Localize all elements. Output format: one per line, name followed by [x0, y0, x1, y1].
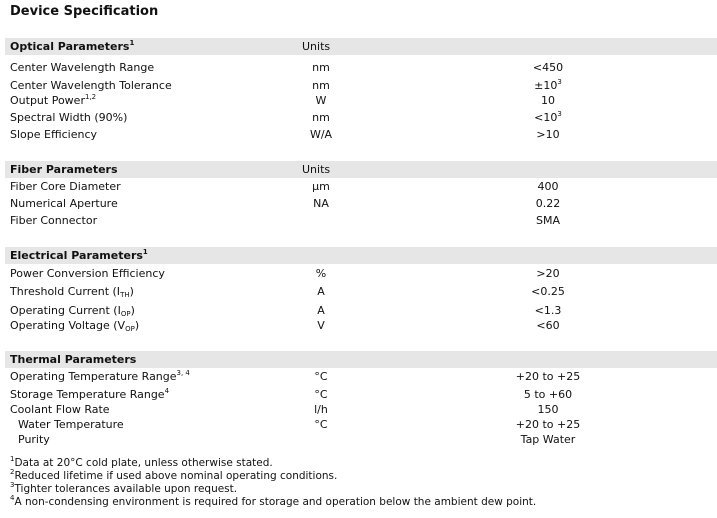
- param-unit: %: [315, 267, 327, 280]
- spec-row: [5, 403, 717, 418]
- param-unit: A: [317, 285, 325, 298]
- footnote-ref: 3: [557, 78, 562, 86]
- param-unit: nm: [312, 61, 330, 74]
- param-name-text: Operating Voltage (V: [10, 319, 126, 332]
- footnote-mark: 3: [10, 481, 15, 489]
- param-name-tail: ): [134, 319, 140, 332]
- section-title: [10, 40, 134, 53]
- param-name: Slope Efficiency: [10, 128, 98, 141]
- param-unit: °C: [314, 388, 328, 401]
- footnote-text: Tighter tolerances available upon request.: [14, 483, 238, 495]
- param-name: Fiber Connector: [10, 214, 98, 227]
- section-title-text: Optical Parameters: [10, 40, 130, 53]
- param-name: Purity: [18, 433, 50, 446]
- param-subscript: OP: [120, 310, 131, 318]
- footnote-mark: 2: [10, 468, 15, 476]
- param-name-text: Operating Temperature Range: [10, 370, 177, 383]
- spec-row: [5, 128, 717, 143]
- param-name-text: Operating Current (I: [10, 304, 121, 317]
- param-name: Center Wavelength Range: [10, 61, 155, 74]
- units-column-label: Units: [302, 163, 331, 176]
- param-value: <1.3: [534, 304, 562, 317]
- param-name: Fiber Core Diameter: [10, 180, 121, 193]
- param-name-text: Output Power: [10, 94, 85, 107]
- param-unit: V: [317, 319, 325, 332]
- param-name-text: Storage Temperature Range: [10, 388, 165, 401]
- footnote-ref: 1: [129, 39, 135, 47]
- param-value-text: <10: [534, 111, 558, 124]
- footnote: [10, 457, 273, 469]
- spec-row: [5, 418, 717, 433]
- param-name: Power Conversion Efficiency: [10, 267, 165, 280]
- spec-row: [5, 319, 717, 334]
- footnote-text: A non-condensing environment is required for storage and operation below the ambient dew point.: [14, 496, 537, 508]
- param-unit: NA: [313, 197, 329, 210]
- footnote: [10, 483, 237, 495]
- footnote-ref: 3: [557, 110, 562, 118]
- param-unit: nm: [312, 79, 330, 92]
- spec-row: [5, 267, 717, 282]
- param-value: +20 to +25: [515, 418, 581, 431]
- param-unit: W: [315, 94, 327, 107]
- section-title: Thermal Parameters: [10, 353, 137, 366]
- param-name: Coolant Flow Rate: [10, 403, 110, 416]
- footnote-ref: 3, 4: [176, 369, 190, 377]
- param-unit: µm: [312, 180, 330, 193]
- footnote-text: Data at 20°C cold plate, unless otherwise stated.: [14, 457, 273, 469]
- param-value: Tap Water: [520, 433, 576, 446]
- param-value: [485, 79, 611, 92]
- param-value: <450: [532, 61, 564, 74]
- spec-row: [5, 94, 717, 109]
- units-column-label: Units: [302, 40, 331, 53]
- footnote: [10, 496, 536, 508]
- param-value: 400: [537, 180, 559, 193]
- spec-row: [5, 370, 717, 385]
- param-value: 5 to +60: [523, 388, 573, 401]
- param-value: 0.22: [535, 197, 561, 210]
- section-title-text: Electrical Parameters: [10, 249, 143, 262]
- section-header-optical: [5, 38, 717, 55]
- spec-row: [5, 79, 717, 94]
- document-title: Device Specification: [10, 4, 159, 19]
- section-header-electrical: [5, 247, 717, 264]
- spec-row: [5, 214, 717, 229]
- param-name-tail: ): [129, 285, 134, 298]
- footnote-ref: 1,2: [84, 93, 97, 101]
- footnote-ref: 1: [142, 248, 148, 256]
- param-value-text: ±10: [534, 79, 558, 92]
- param-name: [10, 285, 134, 298]
- section-title: [10, 249, 148, 262]
- param-value: <60: [536, 319, 560, 332]
- footnote-mark: 1: [10, 455, 15, 463]
- spec-row: [5, 61, 717, 76]
- spec-row: [5, 180, 717, 195]
- param-value: +20 to +25: [515, 370, 581, 383]
- param-value: >20: [536, 267, 560, 280]
- param-name-tail: ): [130, 304, 135, 317]
- param-value: 10: [541, 94, 555, 107]
- section-header-thermal: [5, 351, 717, 368]
- footnote: [10, 470, 337, 482]
- param-subscript: OP: [125, 325, 135, 333]
- param-unit: °C: [314, 370, 328, 383]
- spec-row: [5, 285, 717, 300]
- param-name: [10, 319, 139, 332]
- param-unit: A: [317, 304, 325, 317]
- param-name: Center Wavelength Tolerance: [10, 79, 172, 92]
- section-title: Fiber Parameters: [10, 163, 118, 176]
- param-value: <0.25: [531, 285, 565, 298]
- param-name: [10, 94, 96, 107]
- param-unit: W/A: [309, 128, 333, 141]
- param-name: Spectral Width (90%): [10, 111, 128, 124]
- footnote-mark: 4: [10, 494, 15, 502]
- spec-row: [5, 388, 717, 403]
- section-header-fiber: [5, 161, 717, 178]
- footnote-text: Reduced lifetime if used above nominal operating conditions.: [14, 470, 338, 482]
- spec-row: [5, 304, 717, 319]
- spec-row: [5, 111, 717, 126]
- param-name: Water Temperature: [18, 418, 124, 431]
- spec-row: [5, 197, 717, 212]
- spec-row: [5, 433, 717, 448]
- param-unit: °C: [314, 418, 328, 431]
- param-unit: nm: [312, 111, 330, 124]
- param-name: [10, 304, 135, 317]
- param-value: SMA: [536, 214, 560, 227]
- param-value: >10: [536, 128, 560, 141]
- param-name: [10, 388, 169, 401]
- param-name: Numerical Aperture: [10, 197, 118, 210]
- param-value: [485, 111, 611, 124]
- param-value: 150: [537, 403, 559, 416]
- param-name: [10, 370, 190, 383]
- param-subscript: TH: [120, 291, 130, 299]
- param-name-text: Threshold Current (I: [10, 285, 121, 298]
- footnote-ref: 4: [164, 387, 170, 395]
- param-unit: l/h: [314, 403, 328, 416]
